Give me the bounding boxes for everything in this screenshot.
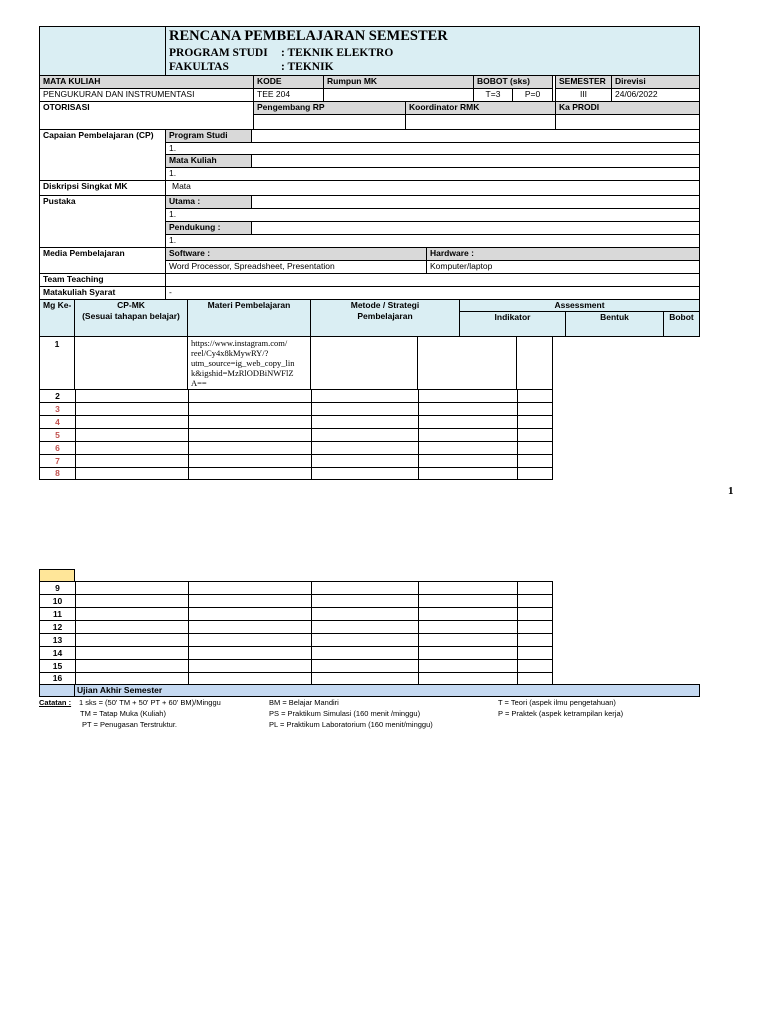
week-number: 9 — [55, 583, 60, 593]
v-semester: III — [555, 88, 612, 102]
v-rumpun — [323, 88, 474, 102]
h-rumpun: Rumpun MK — [323, 75, 474, 89]
syarat-value: - — [165, 286, 700, 300]
week-number: 16 — [52, 673, 63, 683]
cp-prodi-item: 1. — [165, 142, 700, 155]
title-left-block — [39, 26, 166, 76]
h-pengembang: Pengembang RP — [253, 101, 406, 115]
cp-label: Capaian Pembelajaran (CP) — [39, 129, 166, 181]
note-ps: PS = Praktikum Simulasi (160 menit /minggu) — [269, 709, 421, 718]
pustaka-pendukung-fill — [251, 221, 700, 235]
materi-link-line: utm_source=ig_web_copy_lin — [191, 358, 295, 368]
koordinator-signature — [405, 114, 556, 130]
note-bm: BM = Belajar Mandiri — [269, 698, 339, 707]
cp-prodi-header: Program Studi — [165, 129, 252, 143]
th-bobot: Bobot — [663, 311, 700, 337]
kaprodi-signature — [555, 114, 700, 130]
cp-prodi-fill — [251, 129, 700, 143]
th-metode-title: Metode / Strategi — [350, 300, 420, 310]
th-materi: Materi Pembelajaran — [187, 299, 311, 337]
pustaka-utama-item: 1. — [165, 208, 700, 222]
pengembang-signature — [253, 114, 406, 130]
materi-link-line: A== — [191, 378, 207, 388]
v-bobot-t: T=3 — [473, 88, 513, 102]
h-kode: KODE — [253, 75, 324, 89]
materi-link-line: k&igshid=MzRlODBiNWFlZ — [191, 368, 294, 378]
week-number: 3 — [55, 404, 60, 414]
cp-mk-item: 1. — [165, 167, 700, 181]
note-pt: PT = Penugasan Terstruktur. — [82, 720, 177, 729]
week-1-cpmk — [74, 336, 188, 390]
week-1-bentuk — [516, 336, 553, 390]
note-teori: T = Teori (aspek ilmu pengetahuan) — [498, 698, 616, 707]
week-number: 12 — [52, 622, 63, 632]
week-number: 8 — [55, 468, 60, 478]
pustaka-utama-header: Utama : — [165, 195, 252, 209]
week-number: 5 — [55, 430, 60, 440]
v-kode: TEE 204 — [253, 88, 324, 102]
week-1-number: 1 — [39, 336, 75, 390]
note-pl: PL = Praktikum Laboratorium (160 menit/minggu) — [269, 720, 433, 729]
pustaka-pendukung-item: 1. — [165, 234, 700, 248]
note-praktek: P = Praktek (aspek ketrampilan kerja) — [498, 709, 624, 718]
th-cpmk — [74, 299, 188, 337]
v-direvisi: 24/06/2022 — [611, 88, 700, 102]
pustaka-utama-fill — [251, 195, 700, 209]
h-bobot: BOBOT (sks) — [473, 75, 553, 89]
media-hardware-value: Komputer/laptop — [426, 260, 700, 274]
uas-row — [39, 684, 700, 697]
week-number: 4 — [55, 417, 60, 427]
note-tm: TM = Tatap Muka (Kuliah) — [80, 709, 166, 718]
week-1-indikator — [417, 336, 517, 390]
team-teaching-value — [165, 273, 700, 287]
pustaka-pendukung-header: Pendukung : — [165, 221, 252, 235]
cp-mk-header: Mata Kuliah — [165, 154, 252, 168]
program-value: : TEKNIK ELEKTRO — [281, 47, 394, 59]
media-hardware-header: Hardware : — [426, 247, 700, 261]
h-semester: SEMESTER — [555, 75, 612, 89]
week-number: 2 — [55, 391, 60, 401]
media-label: Media Pembelajaran — [39, 247, 166, 274]
syarat-label: Matakuliah Syarat — [39, 286, 166, 300]
cp-mk-fill — [251, 154, 700, 168]
media-software-header: Software : — [165, 247, 427, 261]
th-cpmk-sub: (Sesuai tahapan belajar) — [82, 311, 180, 321]
deskripsi-label: Diskripsi Singkat MK — [39, 180, 166, 196]
th-assessment: Assessment — [459, 299, 700, 312]
th-metode-sub: Pembelajaran — [357, 311, 413, 321]
team-teaching-label: Team Teaching — [39, 273, 166, 287]
note-sks: 1 sks = (50' TM + 50' PT + 60' BM)/Minggu — [79, 698, 221, 707]
catatan-label: Catatan : — [39, 698, 72, 707]
h-mata-kuliah: MATA KULIAH — [39, 75, 254, 89]
th-metode — [310, 299, 460, 337]
pustaka-label: Pustaka — [39, 195, 166, 248]
program-label: PROGRAM STUDI — [169, 47, 268, 59]
weeks-2-8-grid — [39, 389, 553, 480]
v-bobot-p: P=0 — [512, 88, 553, 102]
h-kaprodi: Ka PRODI — [555, 101, 700, 115]
th-indikator: Indikator — [459, 311, 566, 337]
week-1-metode — [310, 336, 418, 390]
week-number: 6 — [55, 443, 60, 453]
th-bentuk: Bentuk — [565, 311, 664, 337]
page-title: RENCANA PEMBELAJARAN SEMESTER — [169, 28, 448, 44]
week-number: 15 — [52, 661, 63, 671]
week-number: 11 — [53, 609, 62, 619]
week-number: 7 — [55, 456, 60, 466]
h-koordinator: Koordinator RMK — [405, 101, 556, 115]
materi-link-line: https://www.instagram.com/ — [191, 338, 288, 348]
uas-label: Ujian Akhir Semester — [77, 685, 163, 695]
weeks-9-16-grid — [39, 581, 553, 685]
v-mata-kuliah: PENGUKURAN DAN INSTRUMENTASI — [39, 88, 254, 102]
page-number: 1 — [728, 485, 734, 497]
week-number: 10 — [52, 596, 63, 606]
th-mg: Mg Ke- — [39, 299, 75, 337]
h-direvisi: Direvisi — [611, 75, 700, 89]
faculty-value: : TEKNIK — [281, 61, 334, 73]
materi-link-line: reel/Cy4x8kMywRY/? — [191, 348, 269, 358]
week-1-materi — [187, 336, 311, 390]
otorisasi-label: OTORISASI — [39, 101, 254, 130]
th-cpmk-title: CP-MK — [117, 300, 145, 310]
week-number: 13 — [52, 635, 63, 645]
deskripsi-value: Mata — [165, 180, 700, 196]
title-block — [165, 26, 700, 76]
week-number: 14 — [52, 648, 63, 658]
media-software-value: Word Processor, Spreadsheet, Presentation — [165, 260, 427, 274]
faculty-label: FAKULTAS — [169, 61, 229, 73]
